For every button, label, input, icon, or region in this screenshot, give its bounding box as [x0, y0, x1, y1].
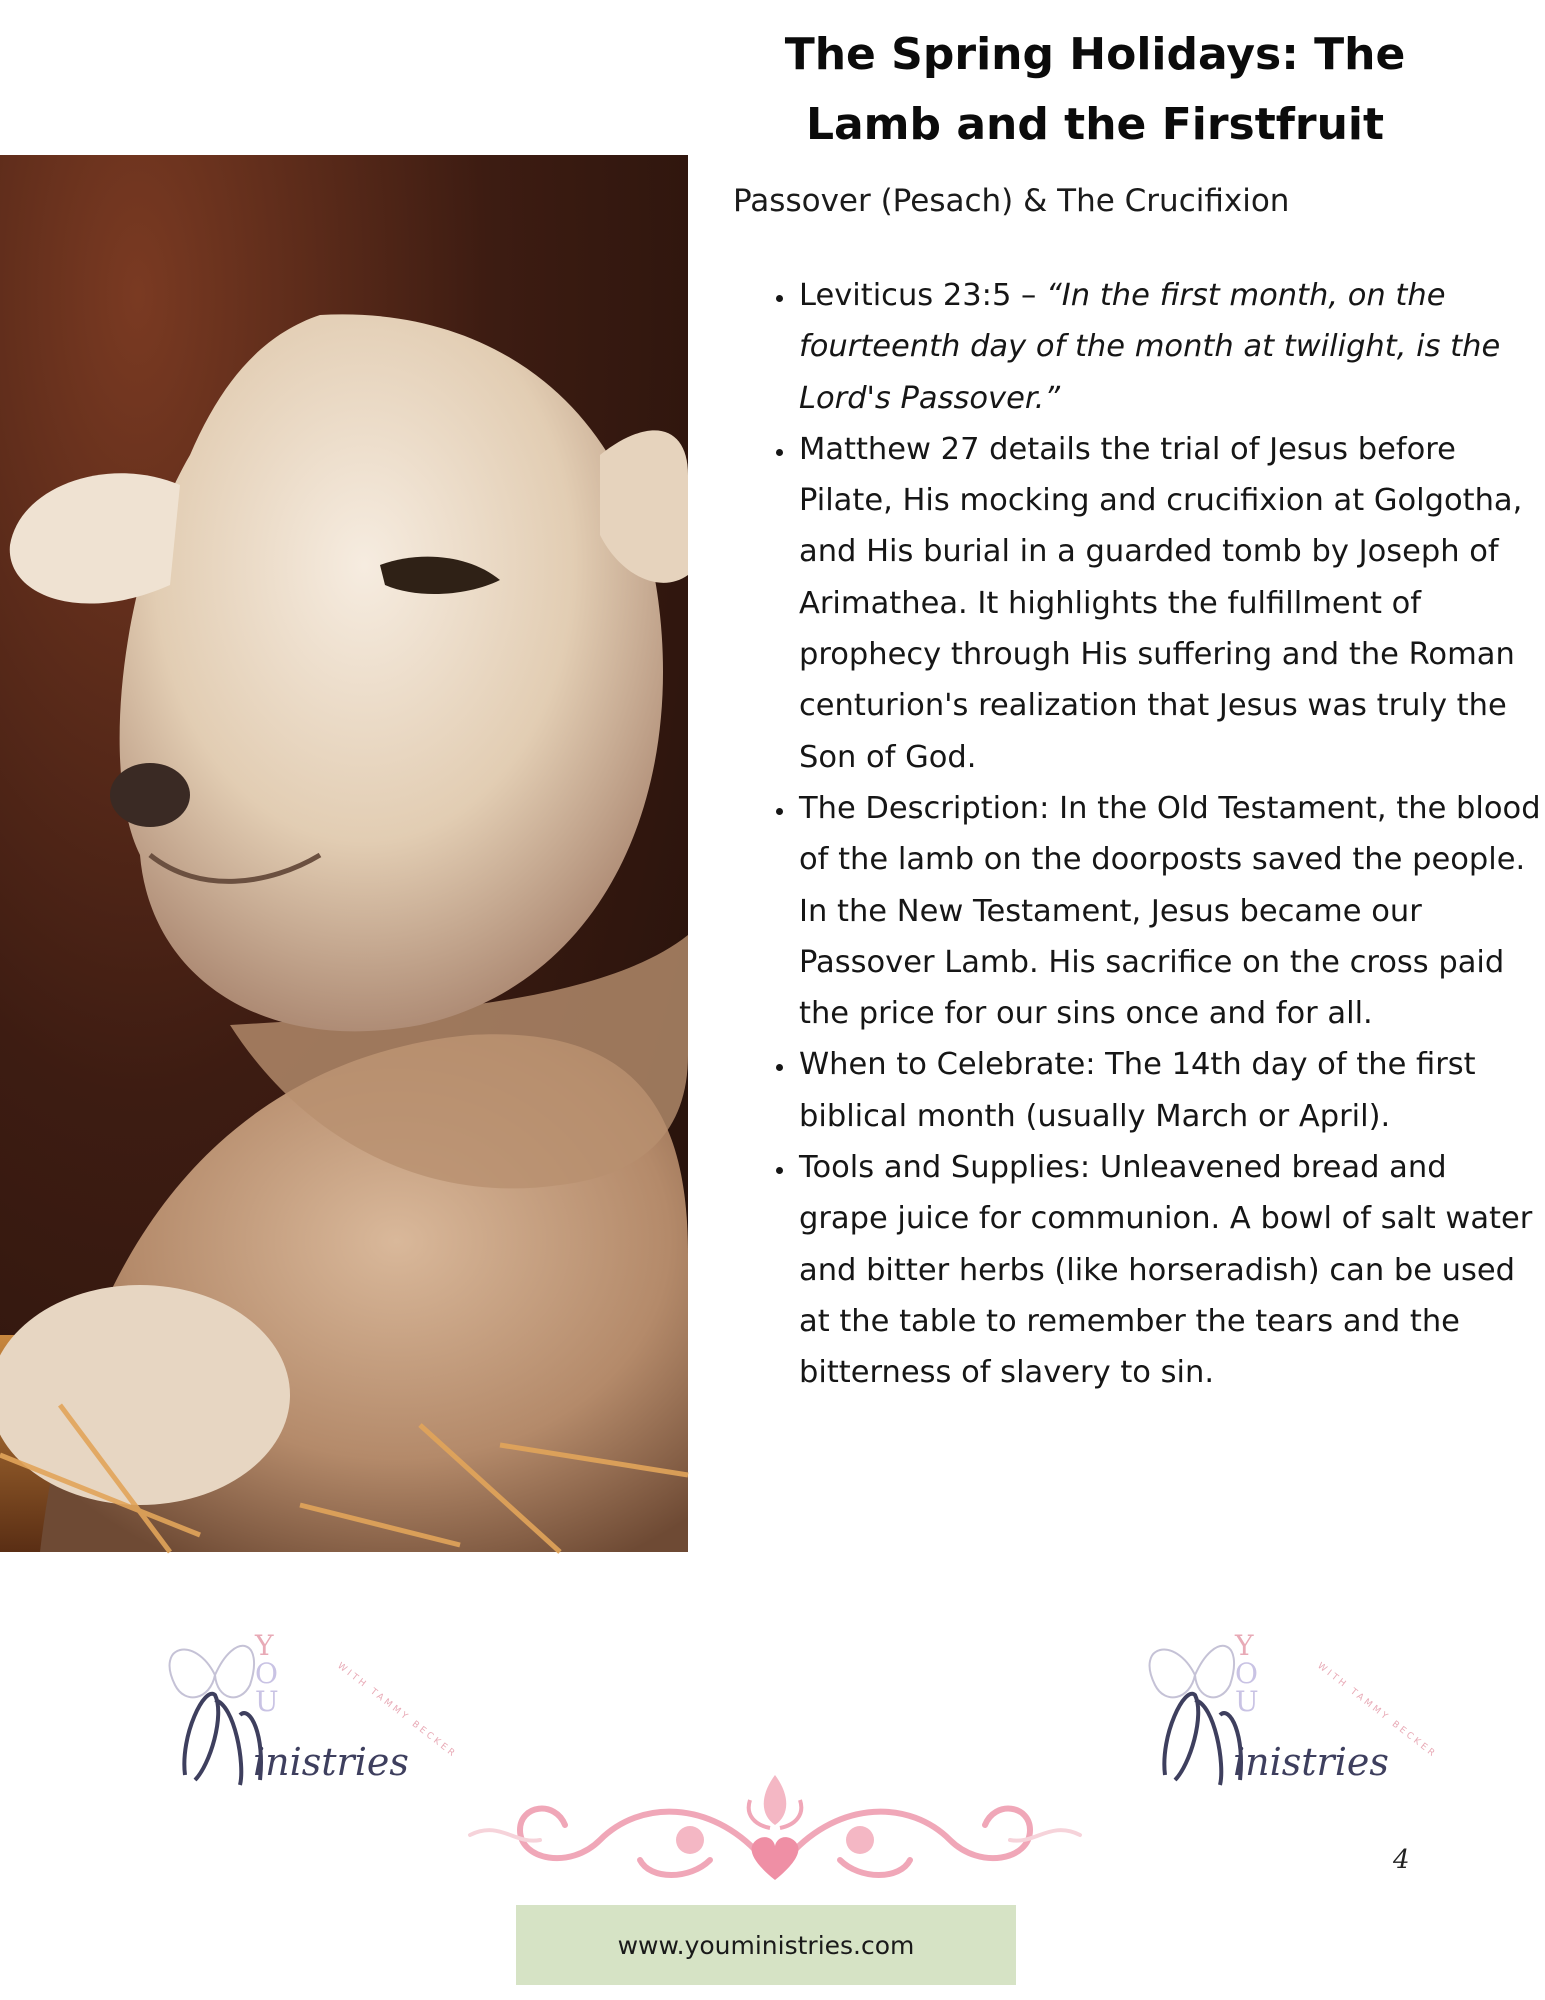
you-ministries-logo-left [155, 1615, 459, 1825]
leviticus-quote: “In the first month, on the fourteenth day of the month at twilight, is the Lord's Passover.” [799, 278, 1501, 416]
logo-letter-u: U [255, 1685, 279, 1718]
website-link[interactable]: www.youministries.com [617, 1930, 915, 1960]
section-subtitle: Passover (Pesach) & The Crucifixion [733, 183, 1290, 219]
logo-letter-y: Y [255, 1629, 274, 1662]
title-line-2: Lamb and the Firstfruit [805, 99, 1385, 150]
butterfly-icon [170, 1646, 255, 1698]
logo-script-text: inistries [1233, 1740, 1389, 1784]
logo-letter-o: O [255, 1657, 278, 1690]
leviticus-reference: Leviticus 23:5 – [799, 278, 1046, 313]
list-item-when: • When to Celebrate: The 14th day of the first biblical month (usually March or April). [797, 1039, 1542, 1142]
logo-tagline: WITH TAMMY BECKER [1315, 1661, 1439, 1761]
logo-tagline: WITH TAMMY BECKER [335, 1661, 459, 1761]
heart-flourish-ornament [460, 1760, 1090, 1900]
page-title [745, 20, 1445, 160]
list-item-tools: • Tools and Supplies: Unleavened bread and grape juice for communion. A bowl of salt water and bitter herbs (like horseradish) can be used at the table to remember the tears and the bitterness of slavery to sin. [797, 1142, 1542, 1398]
logo-letter-y: Y [1235, 1629, 1254, 1662]
logo-m-script [1164, 1694, 1241, 1785]
heart-icon [752, 1837, 799, 1880]
title-line-1: The Spring Holidays: The [784, 29, 1406, 80]
page-number: 4 [1393, 1845, 1410, 1875]
list-item-matthew: • Matthew 27 details the trial of Jesus before Pilate, His mocking and crucifixion at Golgotha, and His burial in a guarded tomb by Joseph of Arimathea. It highlights the fulfillment of prophecy through His suffering and the Roman centurion's realization that Jesus was truly the Son of God. [797, 424, 1542, 783]
logo-letter-u: U [1235, 1685, 1259, 1718]
lamb-photo [0, 155, 688, 1552]
bullet-list [757, 270, 1542, 1399]
you-ministries-logo-right [1135, 1615, 1439, 1825]
butterfly-icon [1150, 1646, 1235, 1698]
footer-bar [516, 1905, 1016, 1985]
logo-m-script [184, 1694, 261, 1785]
logo-script-text: inistries [253, 1740, 409, 1784]
logo-letter-o: O [1235, 1657, 1258, 1690]
list-item-description: • The Description: In the Old Testament, the blood of the lamb on the doorposts saved the people. In the New Testament, Jesus became our Passover Lamb. His sacrifice on the cross paid the price for our sins once and for all. [797, 783, 1542, 1039]
list-item-leviticus [797, 270, 1542, 424]
